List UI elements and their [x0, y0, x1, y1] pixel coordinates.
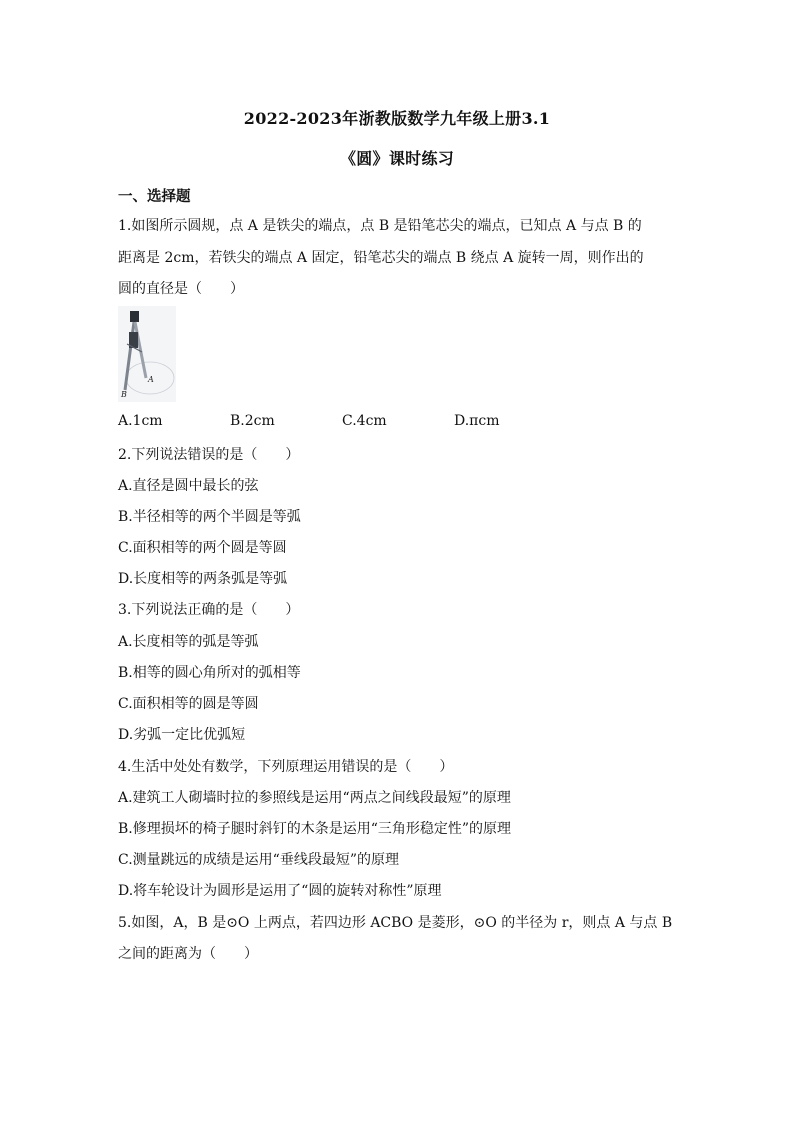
- q5-stem-line1: 5.如图，A，B 是⊙O 上两点，若四边形 ACBO 是菱形，⊙O 的半径为 r，则点 A 与点 B: [118, 915, 673, 931]
- q3-option-b[interactable]: B.相等的圆心角所对的弧相等: [118, 665, 301, 681]
- figure-label-a: A: [148, 375, 154, 384]
- q2-option-a[interactable]: A.直径是圆中最长的弦: [118, 478, 259, 494]
- q3-option-a[interactable]: A.长度相等的弧是等弧: [118, 634, 259, 650]
- document-title: 2022-2023年浙教版数学九年级上册3.1: [243, 109, 551, 128]
- q2-option-c[interactable]: C.面积相等的两个圆是等圆: [118, 540, 287, 556]
- q1-stem-line1: 1.如图所示圆规，点 A 是铁尖的端点，点 B 是铅笔芯尖的端点，已知点 A 与点 B 的: [118, 218, 642, 234]
- q2-stem: 2.下列说法错误的是（ ）: [118, 447, 300, 463]
- q4-option-a[interactable]: A.建筑工人砌墙时拉的参照线是运用“两点之间线段最短”的原理: [118, 790, 511, 806]
- q5-stem-line2: 之间的距离为（ ）: [118, 946, 258, 962]
- q1-options: [118, 413, 678, 433]
- q1-stem-line3: 圆的直径是（ ）: [118, 281, 244, 297]
- figure-label-b: B: [121, 390, 127, 399]
- compass-handle: [130, 311, 139, 322]
- q2-option-d[interactable]: D.长度相等的两条弧是等弧: [118, 571, 288, 587]
- q1-stem-line2: 距离是 2cm，若铁尖的端点 A 固定，铅笔芯尖的端点 B 绕点 A 旋转一周，则作出的: [118, 250, 644, 266]
- q1-option-d[interactable]: D.πcm: [454, 413, 500, 429]
- q1-option-c[interactable]: C.4cm: [342, 413, 387, 429]
- section-heading: 一、选择题: [118, 188, 191, 205]
- q3-option-d[interactable]: D.劣弧一定比优弧短: [118, 727, 246, 743]
- q4-option-b[interactable]: B.修理损坏的椅子腿时斜钉的木条是运用“三角形稳定性”的原理: [118, 821, 512, 837]
- q1-option-b[interactable]: B.2cm: [230, 413, 275, 429]
- q3-option-c[interactable]: C.面积相等的圆是等圆: [118, 696, 259, 712]
- q4-stem: 4.生活中处处有数学，下列原理运用错误的是（ ）: [118, 759, 454, 775]
- compass-figure: [118, 306, 176, 402]
- q4-option-d[interactable]: D.将车轮设计为圆形是运用了“圆的旋转对称性”原理: [118, 883, 442, 899]
- document-subtitle: 《圆》课时练习: [339, 149, 455, 168]
- q3-stem: 3.下列说法正确的是（ ）: [118, 602, 300, 618]
- q2-option-b[interactable]: B.半径相等的两个半圆是等弧: [118, 509, 301, 525]
- q4-option-c[interactable]: C.测量跳远的成绩是运用“垂线段最短”的原理: [118, 852, 399, 868]
- q1-option-a[interactable]: A.1cm: [118, 413, 163, 429]
